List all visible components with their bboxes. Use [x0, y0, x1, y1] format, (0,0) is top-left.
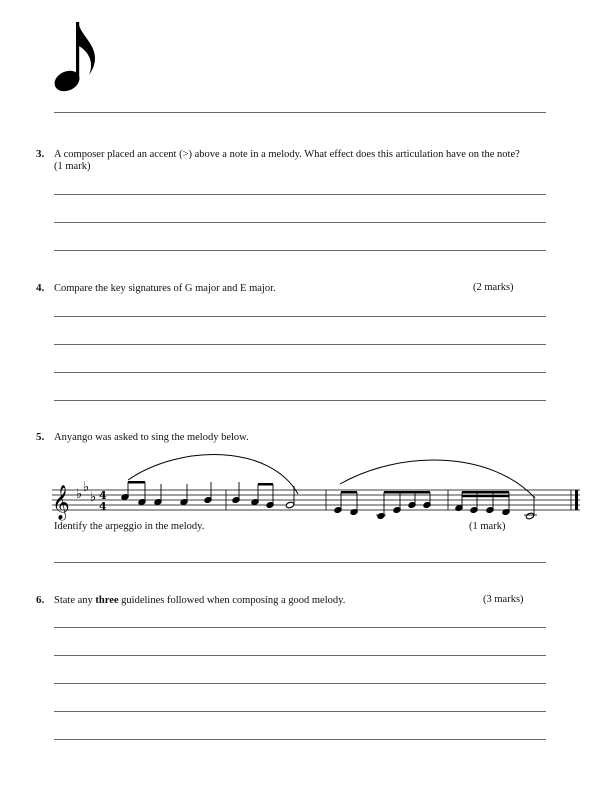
final-barline — [575, 490, 578, 510]
svg-text:♭: ♭ — [90, 490, 97, 505]
question-marks: (2 marks) — [473, 282, 514, 293]
answer-line[interactable] — [54, 655, 546, 656]
slur — [128, 455, 298, 494]
svg-text:♭: ♭ — [83, 480, 90, 495]
music-score — [50, 452, 585, 527]
svg-text:♭: ♭ — [76, 487, 83, 502]
answer-line[interactable] — [54, 400, 546, 401]
answer-line[interactable] — [54, 222, 546, 223]
question-text: Compare the key signatures of G major and E major. — [54, 283, 276, 294]
question-subtext: Identify the arpeggio in the melody. — [54, 521, 205, 532]
question-6 — [36, 594, 345, 607]
time-signature-top: 4 — [99, 489, 107, 502]
eighth-note-icon — [50, 18, 105, 98]
answer-line[interactable] — [54, 316, 546, 317]
answer-line[interactable] — [54, 372, 546, 373]
question-text-bold: three — [95, 595, 119, 606]
answer-line[interactable] — [54, 344, 546, 345]
time-signature-bottom: 4 — [99, 500, 107, 513]
question-text-before: State any — [54, 595, 96, 606]
answer-line[interactable] — [54, 711, 546, 712]
question-marks: (3 marks) — [483, 594, 524, 605]
question-text: Anyango was asked to sing the melody below. — [54, 432, 249, 443]
flat-icon — [76, 480, 96, 505]
question-marks: (1 mark) — [54, 161, 91, 172]
question-number: 3. — [36, 148, 45, 160]
question-number: 5. — [36, 431, 45, 443]
question-number: 6. — [36, 594, 45, 606]
treble-clef-icon: 𝄞 — [52, 485, 70, 520]
question-3 — [36, 148, 596, 161]
answer-line[interactable] — [54, 627, 546, 628]
answer-line[interactable] — [54, 739, 546, 740]
question-text-after: guidelines followed when composing a good melody. — [118, 595, 346, 606]
question-text: A composer placed an accent (>) above a note in a melody. What effect does this articulation have on the note? — [54, 149, 520, 160]
answer-line[interactable] — [54, 250, 546, 251]
question-4 — [36, 282, 276, 295]
question-5 — [36, 431, 249, 444]
answer-line[interactable] — [54, 683, 546, 684]
answer-line[interactable] — [54, 112, 546, 113]
question-marks: (1 mark) — [469, 521, 506, 532]
question-number: 4. — [36, 282, 45, 294]
answer-line[interactable] — [54, 562, 546, 563]
note — [121, 481, 212, 505]
answer-line[interactable] — [54, 194, 546, 195]
